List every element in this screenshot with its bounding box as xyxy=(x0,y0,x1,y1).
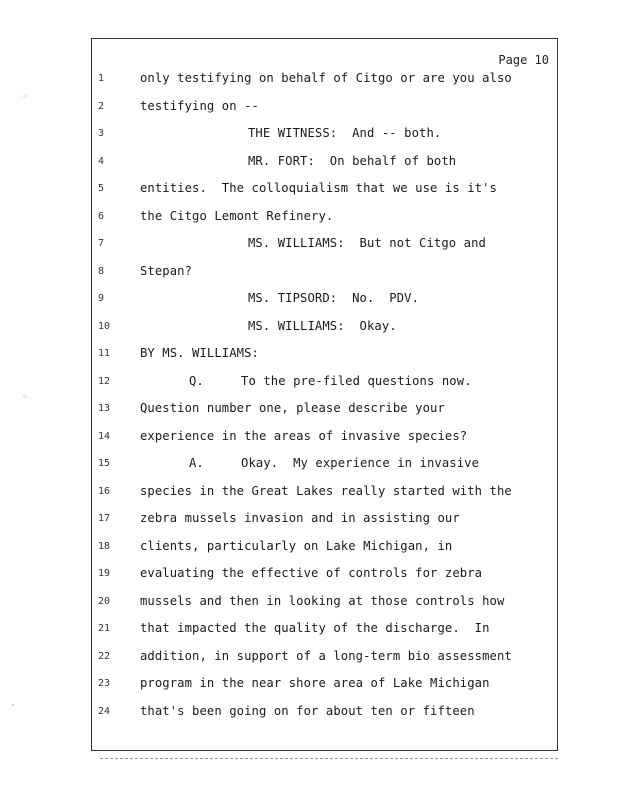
transcript-line xyxy=(92,566,557,594)
line-number: 6 xyxy=(98,210,105,222)
line-number: 12 xyxy=(98,375,111,387)
transcript-line xyxy=(92,209,557,237)
line-number: 16 xyxy=(98,485,111,497)
page-frame xyxy=(91,38,558,751)
transcript-line xyxy=(92,71,557,99)
transcript-line xyxy=(92,154,557,182)
line-number: 23 xyxy=(98,678,111,689)
line-number: 22 xyxy=(98,650,111,662)
page-number: Page 10 xyxy=(498,53,549,67)
margin-mark: · xyxy=(10,700,17,711)
line-number: 11 xyxy=(98,348,111,359)
line-text: MS. WILLIAMS: But not Citgo and xyxy=(248,236,486,250)
line-text: evaluating the effective of controls for zebra xyxy=(140,566,483,580)
transcript-line xyxy=(92,511,557,539)
line-number: 1 xyxy=(98,73,105,84)
line-text: only testifying on behalf of Citgo or are you also xyxy=(140,71,512,85)
line-number: 8 xyxy=(98,265,105,277)
line-text: MR. FORT: On behalf of both xyxy=(248,153,457,168)
transcript-line xyxy=(92,484,557,512)
line-text: zebra mussels invasion and in assisting our xyxy=(140,511,460,525)
transcript-line xyxy=(92,456,557,484)
line-text: BY MS. WILLIAMS: xyxy=(140,346,259,360)
line-text: testifying on -- xyxy=(140,98,259,113)
line-number: 15 xyxy=(98,458,111,469)
transcript-line xyxy=(92,181,557,209)
line-number: 3 xyxy=(98,128,105,139)
line-number: 2 xyxy=(98,100,105,112)
line-number: 14 xyxy=(98,430,111,442)
bottom-scan-rule xyxy=(100,758,558,760)
line-text: Q. To the pre-filed questions now. xyxy=(189,373,472,388)
line-number: 7 xyxy=(98,238,105,249)
transcript-line xyxy=(92,291,557,319)
line-number: 21 xyxy=(98,623,111,634)
transcript-line xyxy=(92,319,557,347)
line-text: program in the near shore area of Lake Michigan xyxy=(140,676,490,690)
line-number: 24 xyxy=(98,705,111,717)
line-text: that impacted the quality of the discharge. In xyxy=(140,621,490,635)
line-text: entities. The colloquialism that we use is it's xyxy=(140,181,497,195)
transcript-line xyxy=(92,99,557,127)
transcript-line xyxy=(92,621,557,649)
transcript-line xyxy=(92,649,557,677)
line-number: 10 xyxy=(98,320,111,332)
line-text: experience in the areas of invasive species? xyxy=(140,428,468,443)
transcript-line xyxy=(92,704,557,732)
transcript-line xyxy=(92,264,557,292)
transcript-line xyxy=(92,594,557,622)
line-number: 18 xyxy=(98,540,111,552)
line-number: 4 xyxy=(98,155,105,167)
transcript-line xyxy=(92,539,557,567)
line-number: 9 xyxy=(98,293,105,304)
transcript-line xyxy=(92,126,557,154)
line-number: 20 xyxy=(98,595,111,607)
transcript-line xyxy=(92,676,557,704)
transcript-line xyxy=(92,429,557,457)
margin-mark: ◦ xyxy=(22,92,29,103)
line-number: 5 xyxy=(98,183,105,194)
line-text: Stepan? xyxy=(140,263,193,278)
line-text: A. Okay. My experience in invasive xyxy=(189,456,480,470)
margin-mark: ◦ xyxy=(22,392,29,403)
line-text: species in the Great Lakes really started with the xyxy=(140,483,512,498)
transcript-line xyxy=(92,401,557,429)
line-text: Question number one, please describe your xyxy=(140,401,445,415)
transcript-line xyxy=(92,236,557,264)
line-text: clients, particularly on Lake Michigan, in xyxy=(140,538,453,553)
line-text: that's been going on for about ten or fifteen xyxy=(140,703,475,718)
line-number: 13 xyxy=(98,403,111,414)
line-text: addition, in support of a long-term bio assessment xyxy=(140,648,512,663)
line-number: 19 xyxy=(98,568,111,579)
line-text: THE WITNESS: And -- both. xyxy=(248,126,442,140)
line-text: MS. WILLIAMS: Okay. xyxy=(248,318,397,333)
transcript-lines xyxy=(92,71,557,731)
transcript-line xyxy=(92,374,557,402)
line-text: mussels and then in looking at those controls how xyxy=(140,593,505,608)
line-text: MS. TIPSORD: No. PDV. xyxy=(248,291,420,305)
line-number: 17 xyxy=(98,513,111,524)
line-text: the Citgo Lemont Refinery. xyxy=(140,208,334,223)
transcript-line xyxy=(92,346,557,374)
